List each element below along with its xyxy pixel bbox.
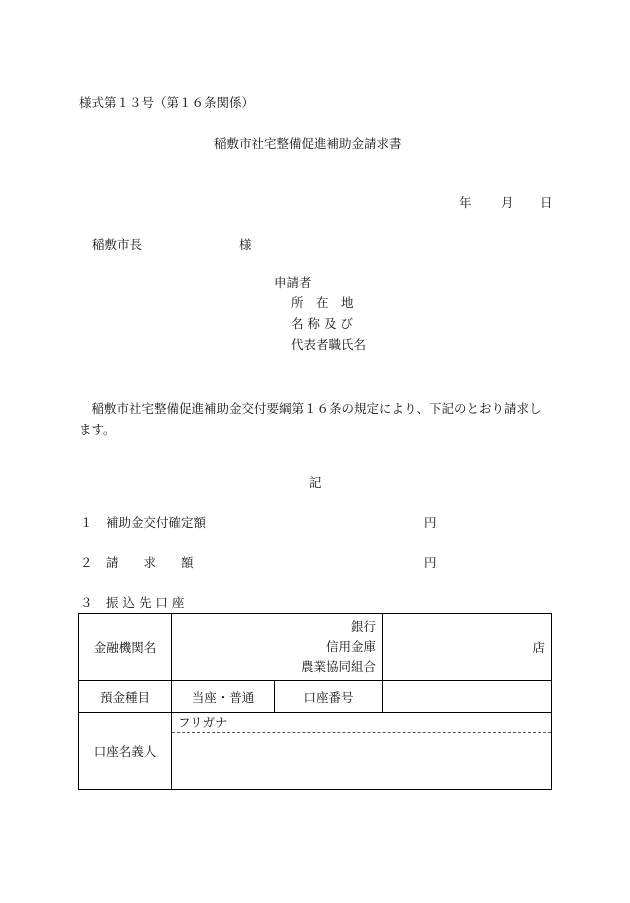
- item-3-label: 振 込 先 口 座: [106, 595, 185, 610]
- institution-type-credit-union: 信用金庫: [326, 639, 377, 654]
- institution-type-agricultural-coop: 農業協同組合: [301, 659, 377, 674]
- applicant-representative-label: 代表者職氏名: [291, 337, 367, 352]
- item-2-label: 請 求 額: [106, 555, 194, 570]
- deposit-type-label: 預金種目: [99, 689, 150, 705]
- institution-label-cell: [79, 614, 172, 681]
- applicant-name-label: 名 称 及 び: [291, 316, 353, 331]
- furigana-label: フリガナ: [178, 715, 228, 730]
- account-number-label-cell: [275, 681, 383, 713]
- addressee-honorific: 様: [239, 237, 252, 252]
- deposit-type-value-cell[interactable]: [172, 681, 275, 713]
- account-number-field[interactable]: [383, 681, 552, 713]
- branch-suffix: 店: [532, 640, 546, 655]
- branch-cell[interactable]: [383, 614, 552, 681]
- item-2-unit: 円: [424, 555, 437, 570]
- date-line: [0, 197, 630, 211]
- date-month-label: 月: [501, 195, 514, 210]
- account-holder-label-cell: [79, 713, 172, 790]
- document-title: 稲敷市社宅整備促進補助金請求書: [214, 136, 402, 151]
- form-number: 様式第１３号（第１６条関係）: [79, 95, 255, 110]
- item-2-number: ２: [80, 555, 93, 570]
- applicant-heading: 申請者: [274, 275, 312, 290]
- item-1-label: 補助金交付確定額: [106, 515, 207, 530]
- item-1-unit: 円: [424, 515, 437, 530]
- item-1-number: １: [80, 515, 93, 530]
- account-holder-label: 口座名義人: [93, 744, 157, 759]
- deposit-type-label-cell: [79, 681, 172, 713]
- institution-label: 金融機関名: [93, 640, 157, 655]
- bank-account-table: [78, 613, 552, 790]
- institution-type-bank: 銀行: [351, 619, 377, 634]
- body-paragraph: 稲敷市社宅整備促進補助金交付要綱第１６条の規定により、下記のとおり請求します。: [79, 401, 542, 437]
- addressee-name: 稲敷市長: [92, 237, 143, 252]
- deposit-row: [79, 681, 552, 713]
- date-year-label: 年: [459, 195, 472, 210]
- account-holder-field[interactable]: [172, 713, 552, 790]
- item-3-number: ３: [80, 595, 93, 610]
- institution-row: [79, 614, 552, 681]
- applicant-address-label: 所 在 地: [291, 295, 354, 310]
- account-holder-row: [79, 713, 552, 790]
- note-heading: 記: [309, 475, 322, 490]
- furigana-line: [172, 713, 551, 733]
- account-number-label: 口座番号: [303, 689, 354, 705]
- institution-name-cell[interactable]: [172, 614, 383, 681]
- deposit-type-options: 当座・普通: [191, 689, 255, 705]
- date-day-label: 日: [540, 195, 553, 210]
